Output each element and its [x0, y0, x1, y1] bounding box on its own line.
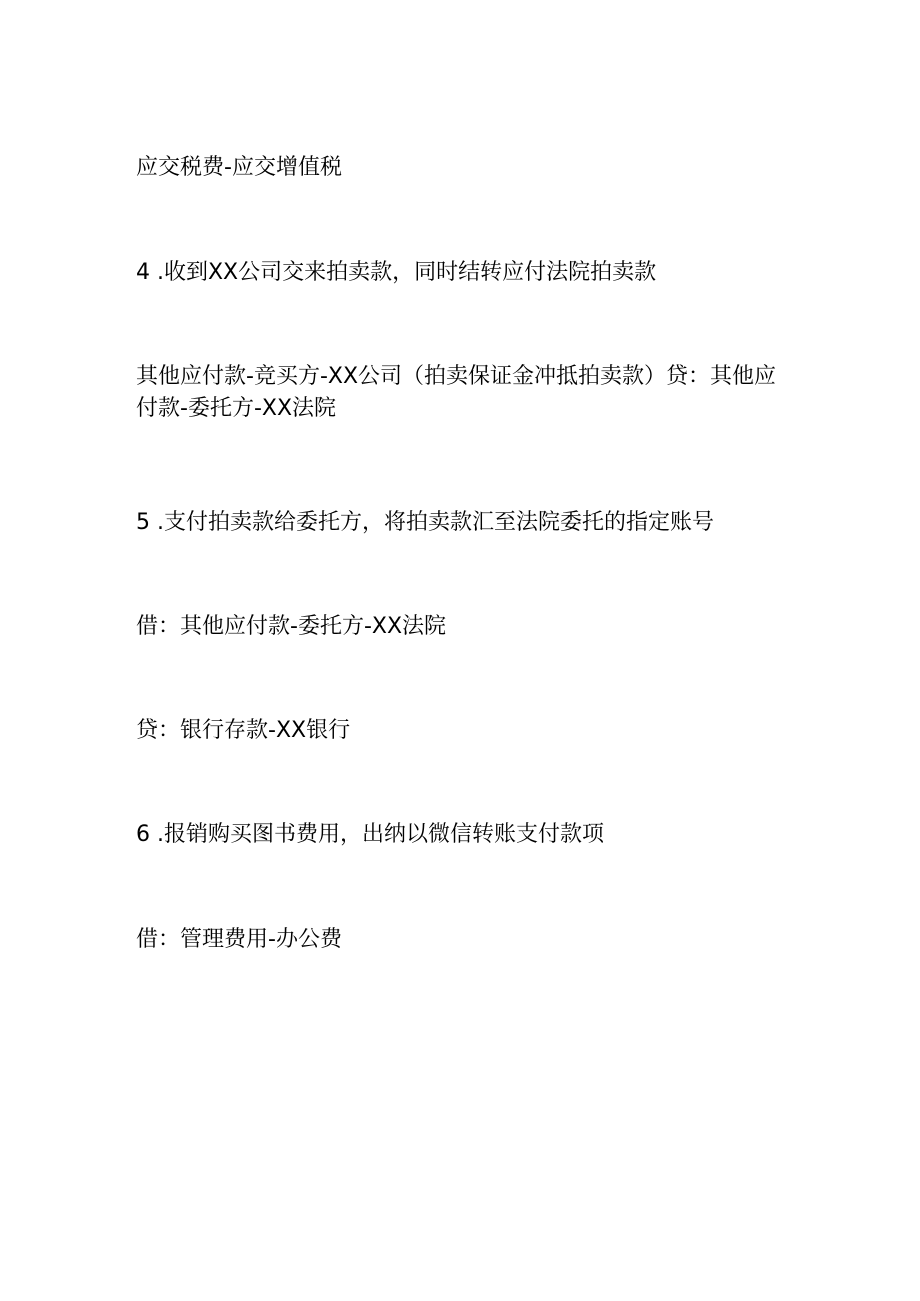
text-line-item-6: 6 .报销购买图书费用，出纳以微信转账支付款项 [136, 822, 604, 847]
text-line-item-4: 4 .收到XX公司交来拍卖款，同时结转应付法院拍卖款 [136, 260, 657, 285]
text-line-item-5: 5 .支付拍卖款给委托方，将拍卖款汇至法院委托的指定账号 [136, 510, 714, 535]
text-line-tax: 应交税费-应交增值税 [136, 155, 342, 180]
text-line-debit-admin: 借：管理费用-办公费 [136, 927, 342, 952]
text-line-credit-bank: 贷：银行存款-XX银行 [136, 718, 351, 743]
text-line-other-payables: 其他应付款-竞买方-XX公司（拍卖保证金冲抵拍卖款）贷：其他应付款-委托方-XX法院 [136, 364, 777, 421]
text-line-debit-entrustor: 借：其他应付款-委托方-XX法院 [136, 614, 447, 639]
